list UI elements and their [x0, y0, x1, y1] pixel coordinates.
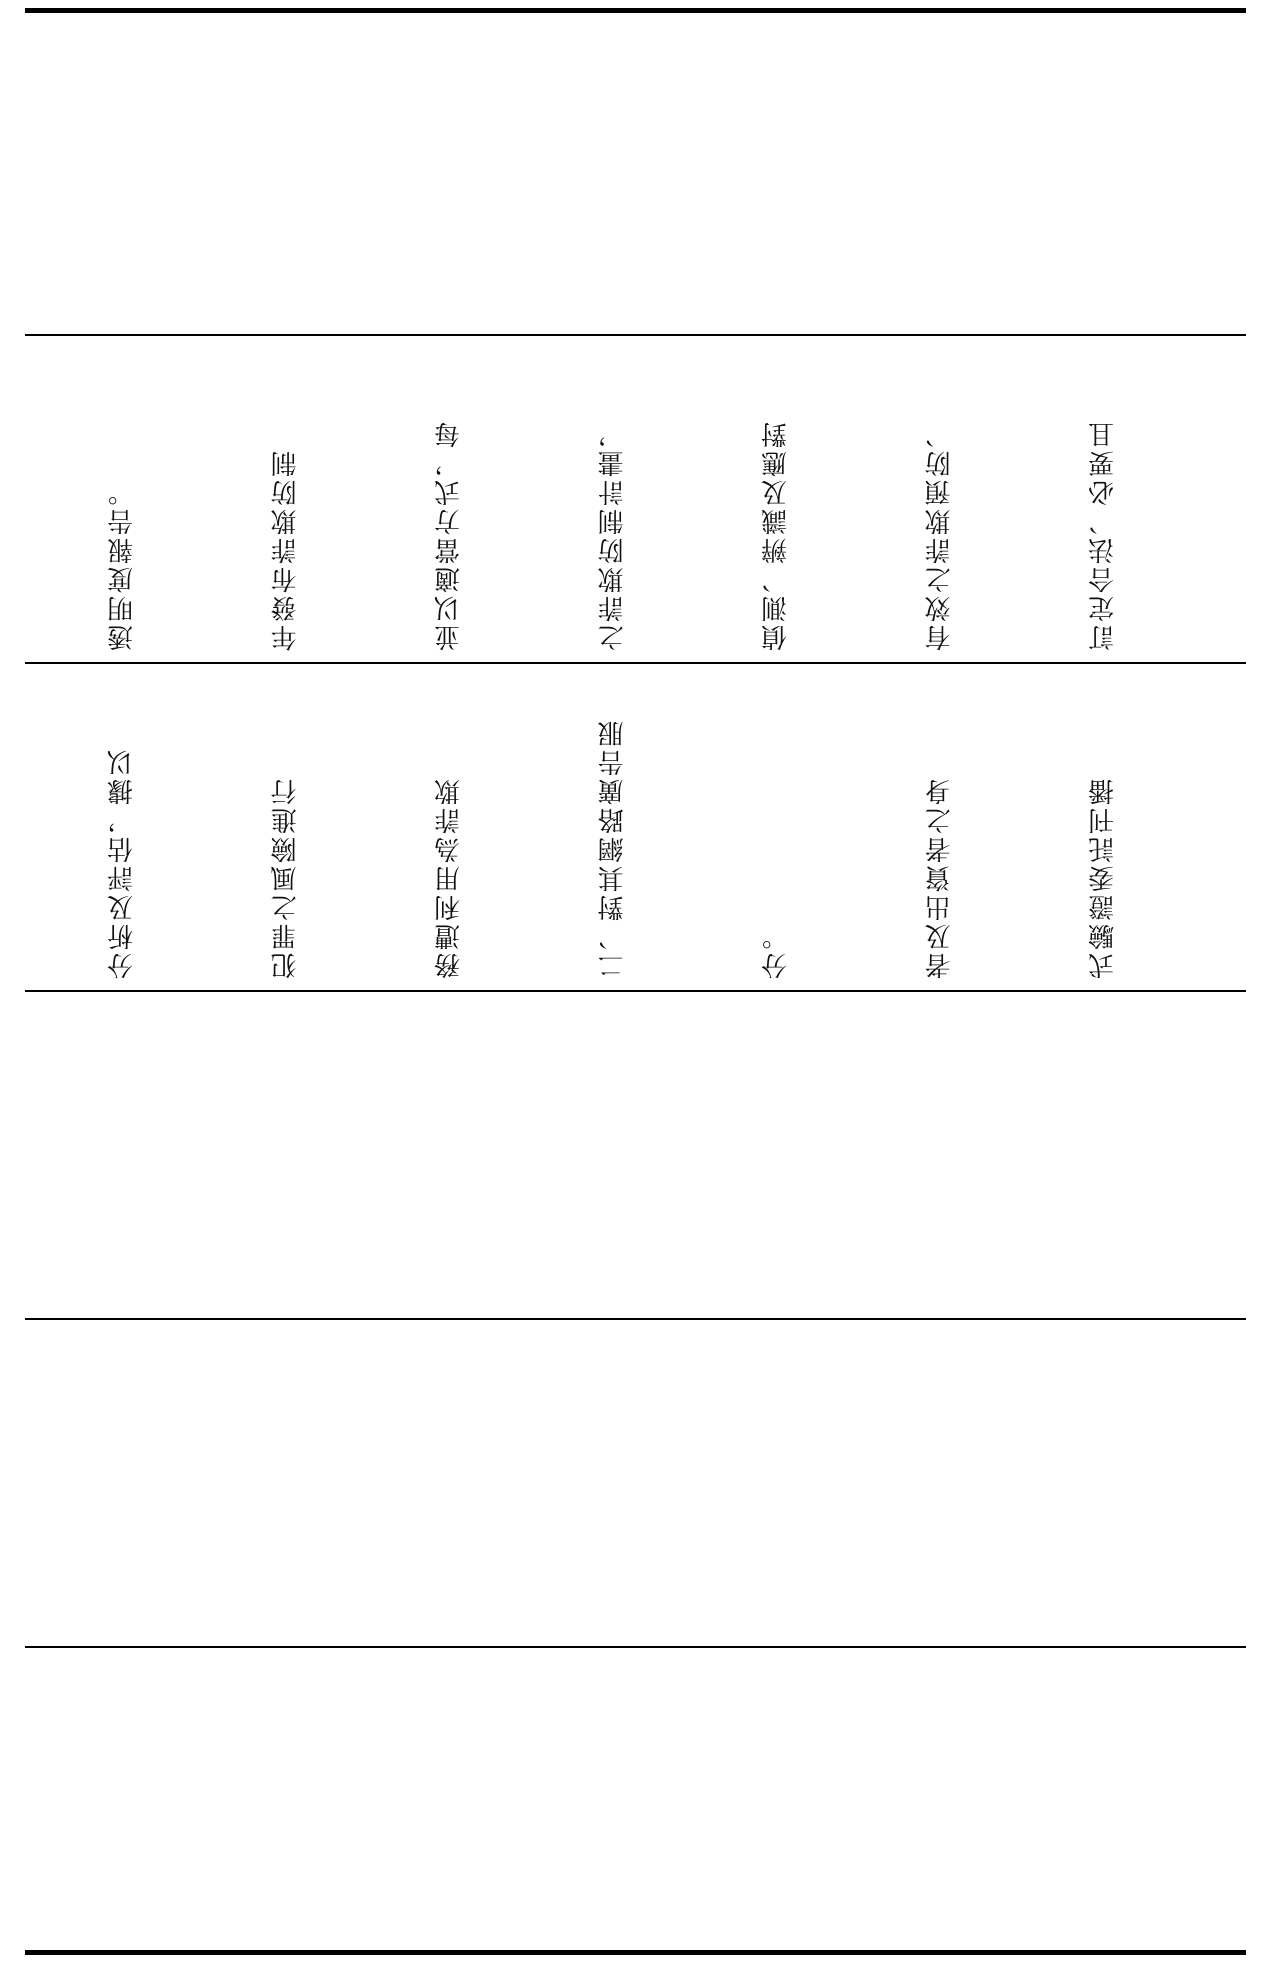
text-line: 者及出資者之身	[925, 776, 955, 979]
text-line: 犯罪之風險進行	[271, 776, 301, 979]
text-line: 之詐欺防制計畫，	[598, 419, 628, 651]
bottom-border-rule	[25, 1950, 1246, 1955]
text-line: 透明度報告。	[107, 477, 138, 651]
top-border-rule	[25, 8, 1246, 13]
text-line: 分析及評估，據以	[107, 747, 138, 979]
explanation-row	[25, 992, 1246, 1318]
empty-row	[25, 1320, 1246, 1646]
text-line: 務遭利用為詐欺	[434, 776, 465, 979]
current-text-row	[25, 664, 1246, 990]
text-line: 有效之詐欺預防、	[925, 419, 955, 651]
amendment-text-row	[25, 336, 1246, 662]
amendment-text-cell	[55, 346, 1240, 651]
text-line: 二、對其網路廣告服	[598, 718, 628, 979]
text-line: 分。	[761, 921, 792, 979]
current-text-cell	[55, 674, 1240, 979]
text-line: 年發布詐欺防制	[271, 448, 301, 651]
text-line: 偵測、辨識及應對	[761, 419, 792, 651]
text-line: 訂定合法、必要且	[1088, 419, 1119, 651]
text-line: 並以適當方式，每	[434, 419, 465, 651]
text-line: 式驗證委託刊播	[1088, 776, 1119, 979]
row-divider-5	[25, 1646, 1246, 1648]
